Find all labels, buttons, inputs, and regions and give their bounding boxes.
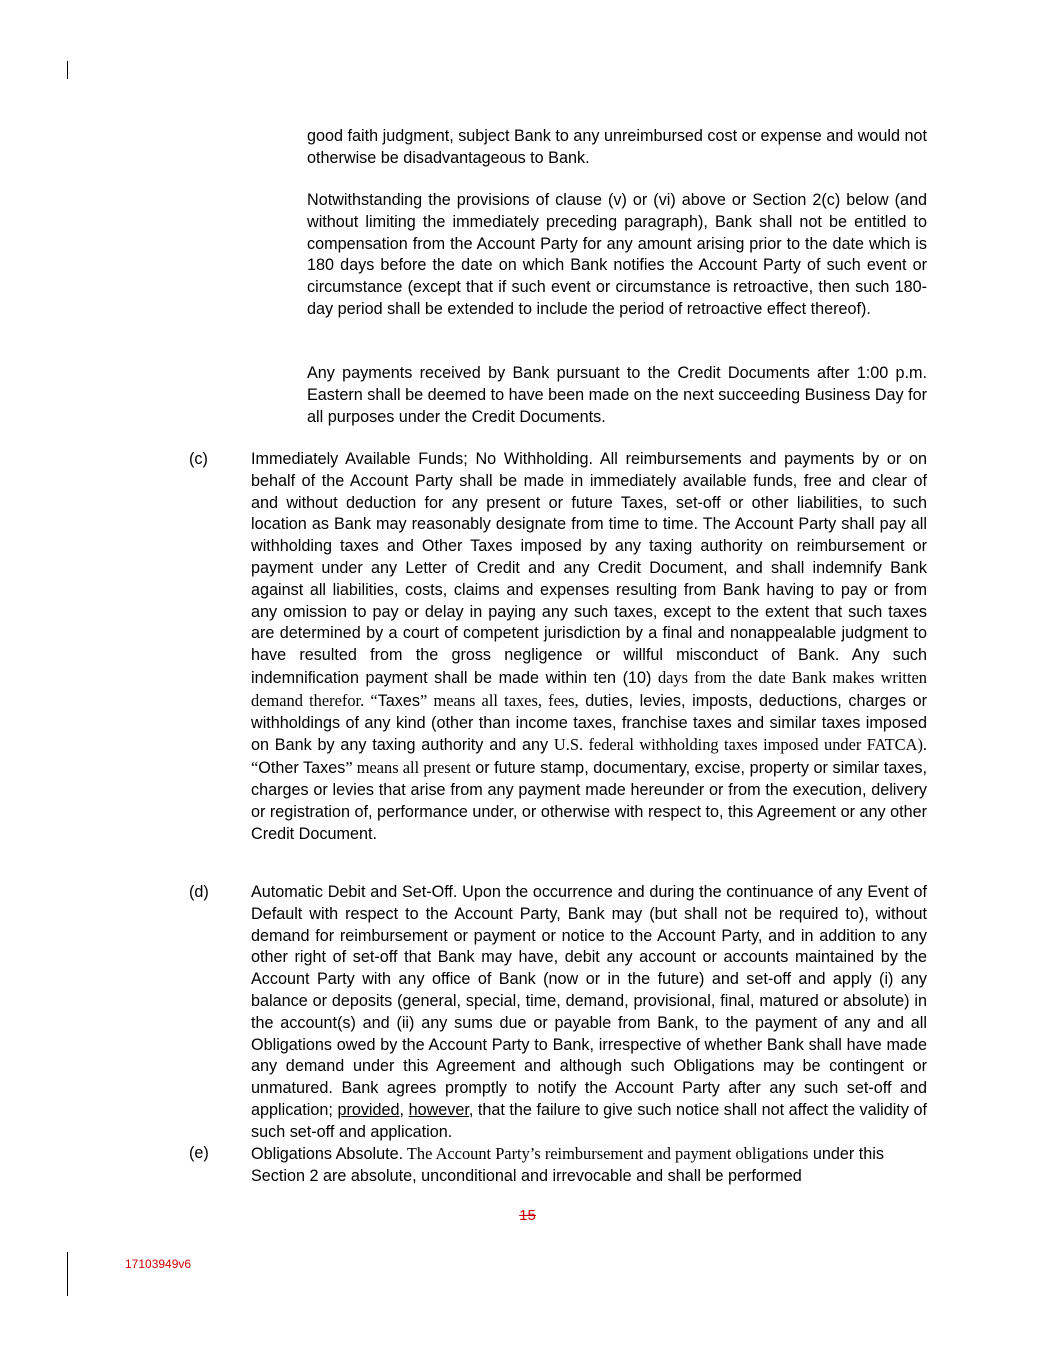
item-c-term-other-taxes: Other Taxes bbox=[258, 759, 346, 778]
paragraph-payment-timing: Any payments received by Bank pursuant to the Credit Documents after 1:00 p.m. Eastern shall be deemed to have been made on the next succeeding Business Day for all purposes under the Credit Documents. bbox=[307, 364, 928, 426]
item-d-provided: provided bbox=[337, 1100, 400, 1119]
page-number: 15 bbox=[519, 1207, 536, 1224]
item-c-term-taxes: Taxes bbox=[377, 691, 420, 710]
revision-bar-bottom bbox=[67, 1252, 68, 1296]
item-e-body bbox=[251, 1143, 927, 1188]
paragraph-continuation: good faith judgment, subject Bank to any unreimbursed cost or expense and would not otherwise be disadvantageous to Bank. bbox=[307, 127, 928, 167]
item-d-text-1: Upon the occurrence and during the continuance of any Event of Default with respect to the Account Party, Bank may (but shall not be required to), without demand for reimbursement or payment or notice to the Account Party, and in addition to any other right of set-off that Bank may have, debit any account or accounts maintained by the Account Party with any office of Bank (now or in the future) and set-off and apply (i) any balance or deposits (general, special, time, demand, provisional, final, matured or absolute) in the account(s) and (ii) any sums due or payable from Bank, to the payment of any and all Obligations owed by the Account Party to Bank, irrespective of whether Bank shall have made any demand under this Agreement and although such Obligations may be contingent or unmatured. Bank agrees promptly to notify the Account Party after any such set-off and application; bbox=[251, 883, 927, 1119]
item-d-however: however bbox=[408, 1100, 469, 1119]
item-d-comma: , bbox=[399, 1100, 409, 1119]
document-id: 17103949v6 bbox=[125, 1257, 192, 1271]
item-c-text-1: All reimbursements and payments by or on behalf of the Account Party shall be made in immediately available funds, free and clear of and without deduction for any present or future Taxes, set-off or other liabilities, to such location as Bank may reasonably designate from time to time. The Account Party shall pay all withholding taxes and Other Taxes imposed by any taxing authority on reimbursement or payment under any Letter of Credit and any Credit Document, and shall indemnify Bank against all liabilities, costs, claims and expenses resulting from Bank having to pay or from any omission to pay or delay in paying any such taxes, except to the extent that such taxes are determined by a court of competent jurisdiction by a final and nonappealable judgment to have resulted from the gross negligence or willful misconduct of Bank. Any such indemnification payment shall be made within ten (10) bbox=[251, 450, 928, 687]
item-c-text-7: or future stamp, documentary, excise, property or similar taxes, charges or levies that arise from any payment made hereunder or from the execution, delivery or registration of, performance under, or otherwise with respect to, this Agreement or any other Credit Document. bbox=[251, 759, 927, 843]
item-d-text-2: , that the failure to give such notice shall not affect the validity of such set-off and application. bbox=[251, 1100, 927, 1141]
item-d-heading: Automatic Debit and Set-Off. bbox=[251, 883, 458, 901]
item-d-body bbox=[251, 882, 927, 1144]
item-c-text-4: duties, levies, imposts, deductions, charges or withholdings of any kind (other than income taxes, franchise taxes and similar taxes imposed on Bank by any taxing authority and any bbox=[251, 691, 928, 755]
paragraph-compensation-limit: Notwithstanding the provisions of clause (v) or (vi) above or Section 2(c) below (and without limiting the immediately preceding paragraph), Bank shall not be entitled to compensation from the Account Party for any amount arising prior to the date which is 180 days before the date on which Bank notifies the Account Party of such event or circumstance (except that if such event or circumstance is retroactive, then such 180-day period shall be extended to include the period of retroactive effect thereof). bbox=[307, 191, 927, 318]
item-c-label: (c) bbox=[189, 450, 208, 468]
item-c-text-6: ” means all present bbox=[345, 758, 471, 778]
item-c-heading: Immediately Available Funds; No Withholding. bbox=[251, 450, 593, 468]
item-c-body bbox=[251, 449, 927, 845]
item-e-text-2: under this Section 2 are absolute, unconditional and irrevocable and shall be performed bbox=[251, 1145, 884, 1185]
item-e-heading: Obligations Absolute. bbox=[251, 1145, 404, 1163]
item-e-label: (e) bbox=[189, 1144, 209, 1162]
item-c-text-5: U.S. federal withholding taxes imposed under FATCA). “ bbox=[251, 735, 927, 778]
item-e-text-1: The Account Party’s reimbursement and payment obligations bbox=[403, 1144, 809, 1163]
item-c-text-3: ” means all taxes, fees, bbox=[419, 690, 579, 710]
item-c-text-2: days from the date Bank makes written demand therefor. “ bbox=[251, 667, 927, 710]
revision-bar-top bbox=[67, 61, 68, 79]
item-d-label: (d) bbox=[189, 883, 209, 901]
